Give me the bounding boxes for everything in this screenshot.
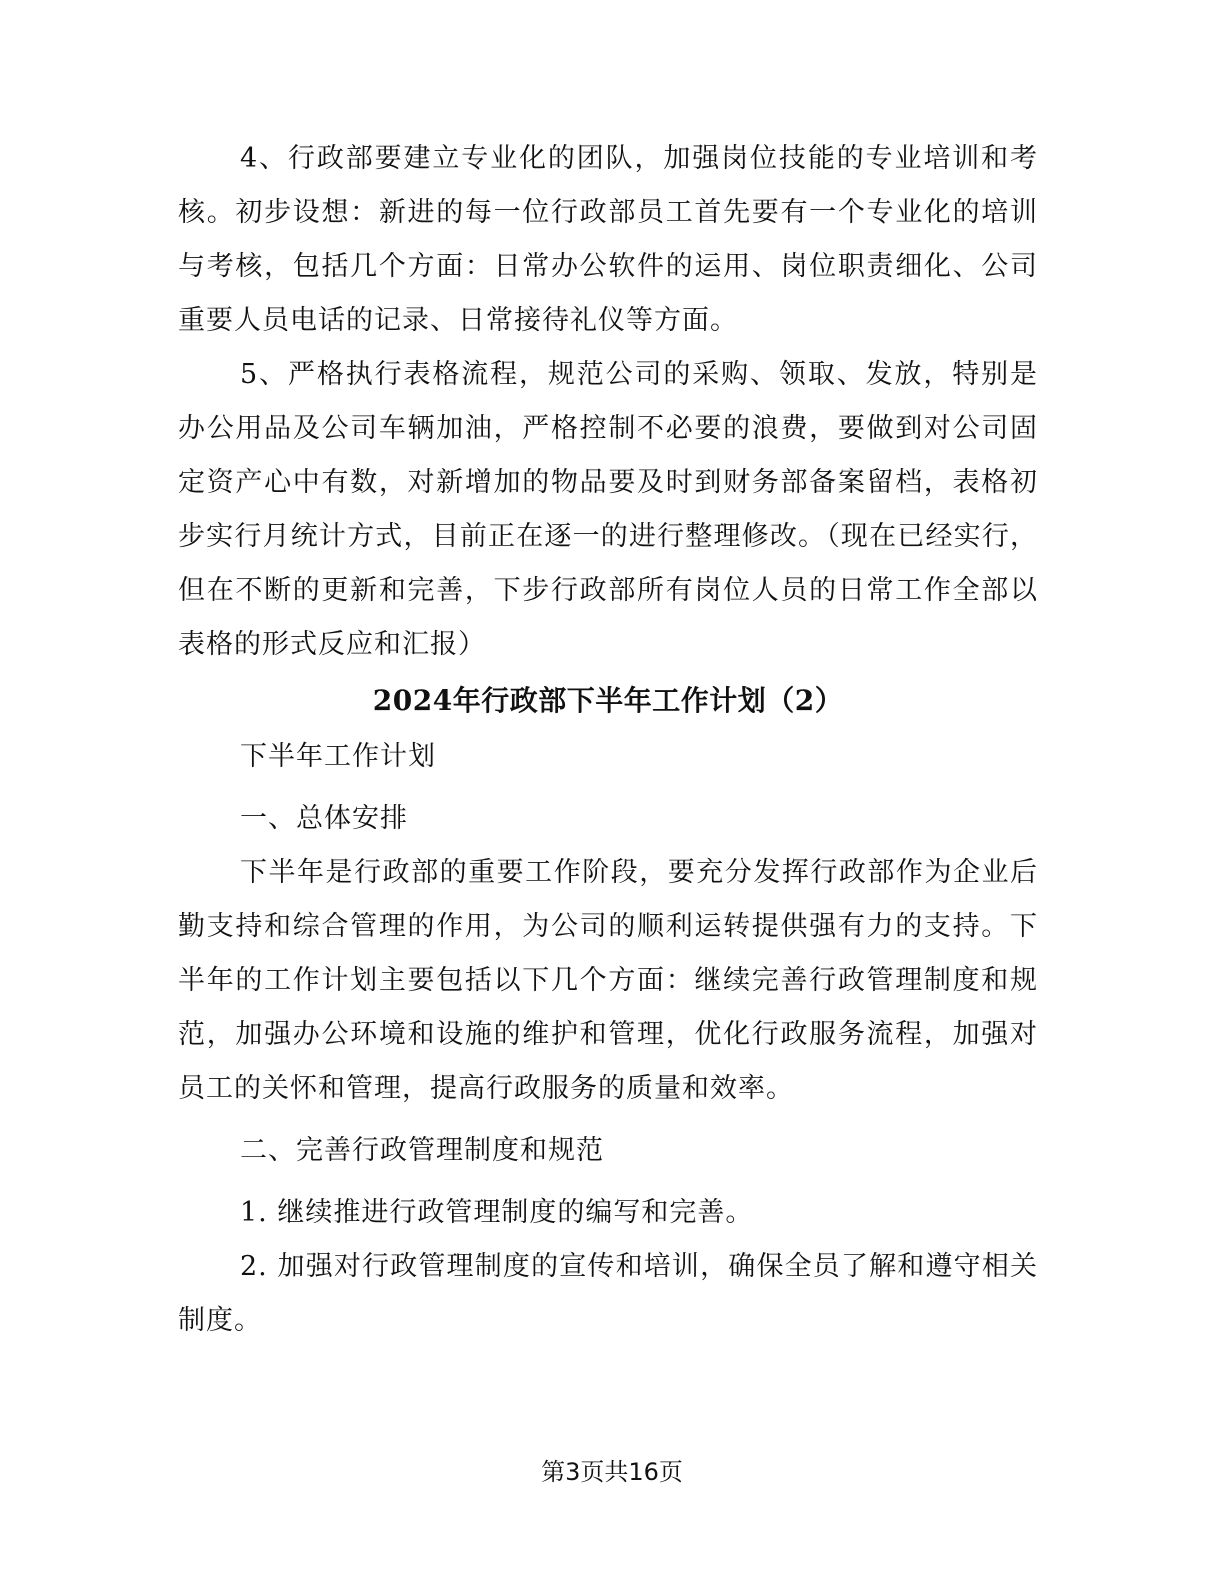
paragraph-item-5: 5、严格执行表格流程，规范公司的采购、领取、发放，特别是办公用品及公司车辆加油，严格控制不必要的浪费，要做到对公司固定资产心中有数，对新增加的物品要及时到财务部备案留档，表格初步实行月统计方式，目前正在逐一的进行整理修改。（现在已经实行，但在不断的更新和完善，下步行政部所有岗位人员的日常工作全部以表格的形式反应和汇报） (178, 359, 1038, 660)
plan-subtitle: 下半年工作计划 (240, 741, 436, 772)
document-body (178, 132, 1038, 1348)
paragraph-overview: 下半年是行政部的重要工作阶段，要充分发挥行政部作为企业后勤支持和综合管理的作用，为公司的顺利运转提供强有力的支持。下半年的工作计划主要包括以下几个方面：继续完善行政管理制度和规范，加强办公环境和设施的维护和管理，优化行政服务流程，加强对员工的关怀和管理，提高行政服务的质量和效率。 (178, 857, 1038, 1104)
section-title: 2024年行政部下半年工作计划（2） (372, 684, 844, 717)
list-item-1: 1. 继续推进行政管理制度的编写和完善。 (240, 1197, 754, 1228)
list-item-2: 2. 加强对行政管理制度的宣传和培训，确保全员了解和遵守相关制度。 (178, 1251, 1038, 1336)
page-number-footer: 第3页共16页 (541, 1458, 683, 1486)
heading-overall-arrangement: 一、总体安排 (240, 803, 408, 834)
paragraph-item-4: 4、行政部要建立专业化的团队，加强岗位技能的专业培训和考核。初步设想：新进的每一位行政部员工首先要有一个专业化的培训与考核，包括几个方面：日常办公软件的运用、岗位职责细化、公司重要人员电话的记录、日常接待礼仪等方面。 (178, 143, 1038, 336)
heading-improve-rules: 二、完善行政管理制度和规范 (240, 1135, 604, 1166)
